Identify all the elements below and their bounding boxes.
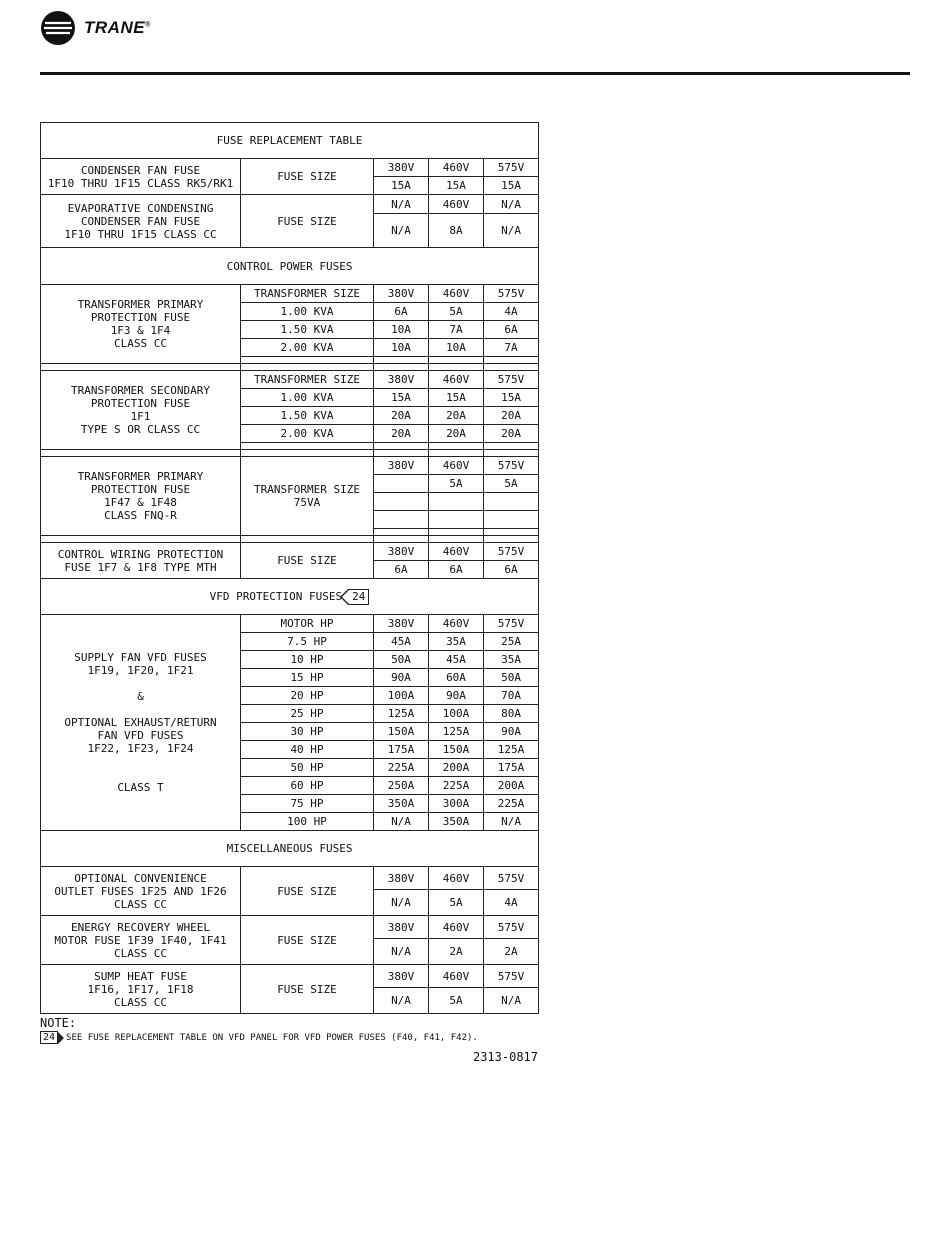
cell: 25A bbox=[484, 633, 539, 651]
cell: 200A bbox=[429, 759, 484, 777]
spacer bbox=[484, 450, 539, 457]
cell: 50 HP bbox=[241, 759, 374, 777]
cell: 4A bbox=[484, 890, 539, 916]
cell bbox=[374, 511, 429, 529]
cell: N/A bbox=[374, 195, 429, 214]
cell: 250A bbox=[374, 777, 429, 795]
cell: 20 HP bbox=[241, 687, 374, 705]
cell: 50A bbox=[484, 669, 539, 687]
cell: 4A bbox=[484, 303, 539, 321]
cell: 20A bbox=[429, 425, 484, 443]
cell: 575V bbox=[484, 543, 539, 561]
cell: 20A bbox=[484, 407, 539, 425]
cell: 460V bbox=[429, 195, 484, 214]
fuse-document bbox=[40, 122, 538, 1064]
cell: N/A bbox=[484, 195, 539, 214]
condenser-label: CONDENSER FAN FUSE 1F10 THRU 1F15 CLASS RK5/RK1 bbox=[41, 159, 241, 195]
spacer bbox=[374, 364, 429, 371]
fuse-table bbox=[40, 122, 539, 1014]
sump-label: SUMP HEAT FUSE 1F16, 1F17, 1F18 CLASS CC bbox=[41, 965, 241, 1014]
spacer bbox=[429, 357, 484, 364]
sump-col: FUSE SIZE bbox=[241, 965, 374, 1014]
note-title: NOTE: bbox=[40, 1016, 77, 1030]
cell: 380V bbox=[374, 965, 429, 988]
vfd-label: SUPPLY FAN VFD FUSES 1F19, 1F20, 1F21 & OPTIONAL EXHAUST/RETURN FAN VFD FUSES 1F22, 1F23, 1F24 CLASS T bbox=[41, 615, 241, 831]
misc-title: MISCELLANEOUS FUSES bbox=[41, 831, 539, 867]
cell: 100A bbox=[374, 687, 429, 705]
spacer bbox=[374, 529, 429, 536]
cell: N/A bbox=[374, 890, 429, 916]
revision-tag: 24 bbox=[348, 589, 369, 605]
vfd-title-cell bbox=[41, 579, 539, 615]
cell: 10A bbox=[374, 339, 429, 357]
cell: 6A bbox=[429, 561, 484, 579]
cell: 150A bbox=[374, 723, 429, 741]
cell: 460V bbox=[429, 285, 484, 303]
cell: 45A bbox=[374, 633, 429, 651]
cell: 7A bbox=[429, 321, 484, 339]
cell: 25 HP bbox=[241, 705, 374, 723]
cell: 7A bbox=[484, 339, 539, 357]
cell: 575V bbox=[484, 159, 539, 177]
outlet-col: FUSE SIZE bbox=[241, 867, 374, 916]
cell: 60 HP bbox=[241, 777, 374, 795]
cell: 6A bbox=[484, 561, 539, 579]
cell: 15A bbox=[484, 389, 539, 407]
cell: 70A bbox=[484, 687, 539, 705]
tp2-col: TRANSFORMER SIZE 75VA bbox=[241, 457, 374, 536]
cell: 20A bbox=[429, 407, 484, 425]
spacer bbox=[374, 536, 429, 543]
cell: 35A bbox=[484, 651, 539, 669]
spacer bbox=[374, 450, 429, 457]
spacer bbox=[429, 450, 484, 457]
cell: 2.00 KVA bbox=[241, 339, 374, 357]
cell: 15A bbox=[429, 177, 484, 195]
note-line bbox=[40, 1031, 538, 1044]
cw-col: FUSE SIZE bbox=[241, 543, 374, 579]
cell: 175A bbox=[484, 759, 539, 777]
spacer bbox=[241, 357, 374, 364]
drawing-code: 2313-0817 bbox=[472, 1050, 538, 1064]
cell: 35A bbox=[429, 633, 484, 651]
cell bbox=[484, 493, 539, 511]
table-title: FUSE REPLACEMENT TABLE bbox=[41, 123, 539, 159]
cell: 5A bbox=[429, 303, 484, 321]
cell: N/A bbox=[374, 214, 429, 248]
spacer bbox=[484, 536, 539, 543]
cell: MOTOR HP bbox=[241, 615, 374, 633]
header-rule bbox=[40, 72, 910, 75]
cell: 10A bbox=[429, 339, 484, 357]
cell: 225A bbox=[374, 759, 429, 777]
cell: 15 HP bbox=[241, 669, 374, 687]
cell: 20A bbox=[374, 407, 429, 425]
cell: 225A bbox=[429, 777, 484, 795]
cell: 75 HP bbox=[241, 795, 374, 813]
cell bbox=[429, 511, 484, 529]
trademark: ® bbox=[145, 21, 151, 29]
spacer bbox=[374, 357, 429, 364]
cell: 1.50 KVA bbox=[241, 321, 374, 339]
cell: N/A bbox=[484, 813, 539, 831]
cell: 15A bbox=[374, 389, 429, 407]
cell: 575V bbox=[484, 965, 539, 988]
cell: 15A bbox=[374, 177, 429, 195]
spacer bbox=[484, 364, 539, 371]
cell: 2A bbox=[429, 939, 484, 965]
cell: TRANSFORMER SIZE bbox=[241, 371, 374, 389]
cell: 460V bbox=[429, 457, 484, 475]
cell: 460V bbox=[429, 916, 484, 939]
spacer bbox=[484, 443, 539, 450]
cell bbox=[374, 493, 429, 511]
cell: 380V bbox=[374, 371, 429, 389]
cell: N/A bbox=[374, 813, 429, 831]
cell: 460V bbox=[429, 543, 484, 561]
cell: 460V bbox=[429, 867, 484, 890]
cell: 20A bbox=[374, 425, 429, 443]
cell: 125A bbox=[429, 723, 484, 741]
cell: 380V bbox=[374, 457, 429, 475]
cell: 1.00 KVA bbox=[241, 303, 374, 321]
cell: 5A bbox=[429, 890, 484, 916]
cell: 90A bbox=[484, 723, 539, 741]
cell: 175A bbox=[374, 741, 429, 759]
cell bbox=[429, 493, 484, 511]
cell: N/A bbox=[374, 939, 429, 965]
tp-label: TRANSFORMER PRIMARY PROTECTION FUSE 1F3 & 1F4 CLASS CC bbox=[41, 285, 241, 364]
cell: 5A bbox=[429, 475, 484, 493]
cell: 380V bbox=[374, 543, 429, 561]
cell: 575V bbox=[484, 285, 539, 303]
cell: 8A bbox=[429, 214, 484, 248]
cell: 7.5 HP bbox=[241, 633, 374, 651]
cell: 1.50 KVA bbox=[241, 407, 374, 425]
spacer bbox=[429, 443, 484, 450]
cell: 15A bbox=[484, 177, 539, 195]
cell: 15A bbox=[429, 389, 484, 407]
spacer bbox=[41, 364, 241, 371]
cell: 20A bbox=[484, 425, 539, 443]
cell: 460V bbox=[429, 615, 484, 633]
evap-label: EVAPORATIVE CONDENSING CONDENSER FAN FUSE 1F10 THRU 1F15 CLASS CC bbox=[41, 195, 241, 248]
cell: 1.00 KVA bbox=[241, 389, 374, 407]
cw-label: CONTROL WIRING PROTECTION FUSE 1F7 & 1F8 TYPE MTH bbox=[41, 543, 241, 579]
cell: 225A bbox=[484, 795, 539, 813]
cell: 575V bbox=[484, 371, 539, 389]
cell: 40 HP bbox=[241, 741, 374, 759]
cell: N/A bbox=[484, 988, 539, 1014]
ts-label: TRANSFORMER SECONDARY PROTECTION FUSE 1F1 TYPE S OR CLASS CC bbox=[41, 371, 241, 450]
note-text: SEE FUSE REPLACEMENT TABLE ON VFD PANEL FOR VFD POWER FUSES (F40, F41, F42). bbox=[66, 1032, 478, 1043]
cell: 460V bbox=[429, 159, 484, 177]
trane-logo-icon bbox=[40, 10, 76, 46]
cell: 2.00 KVA bbox=[241, 425, 374, 443]
condenser-col: FUSE SIZE bbox=[241, 159, 374, 195]
cell: 380V bbox=[374, 285, 429, 303]
cell: 2A bbox=[484, 939, 539, 965]
outlet-label: OPTIONAL CONVENIENCE OUTLET FUSES 1F25 AND 1F26 CLASS CC bbox=[41, 867, 241, 916]
cell: 90A bbox=[374, 669, 429, 687]
erw-label: ENERGY RECOVERY WHEEL MOTOR FUSE 1F39 1F40, 1F41 CLASS CC bbox=[41, 916, 241, 965]
spacer bbox=[374, 443, 429, 450]
cell: 10 HP bbox=[241, 651, 374, 669]
control-title: CONTROL POWER FUSES bbox=[41, 248, 539, 285]
erw-col: FUSE SIZE bbox=[241, 916, 374, 965]
spacer bbox=[241, 536, 374, 543]
spacer bbox=[484, 529, 539, 536]
spacer bbox=[41, 536, 241, 543]
cell: 80A bbox=[484, 705, 539, 723]
cell: 380V bbox=[374, 867, 429, 890]
cell: N/A bbox=[484, 214, 539, 248]
spacer bbox=[241, 443, 374, 450]
cell: 6A bbox=[374, 303, 429, 321]
cell: 30 HP bbox=[241, 723, 374, 741]
cell: 125A bbox=[484, 741, 539, 759]
cell: 380V bbox=[374, 615, 429, 633]
spacer bbox=[41, 450, 241, 457]
cell: 150A bbox=[429, 741, 484, 759]
cell: 5A bbox=[484, 475, 539, 493]
cell: 45A bbox=[429, 651, 484, 669]
cell: 60A bbox=[429, 669, 484, 687]
cell: TRANSFORMER SIZE bbox=[241, 285, 374, 303]
cell bbox=[484, 511, 539, 529]
cell: 380V bbox=[374, 916, 429, 939]
cell: N/A bbox=[374, 988, 429, 1014]
vfd-title: VFD PROTECTION FUSES bbox=[209, 589, 343, 603]
cell: 6A bbox=[374, 561, 429, 579]
cell: 575V bbox=[484, 916, 539, 939]
spacer bbox=[429, 364, 484, 371]
cell: 380V bbox=[374, 159, 429, 177]
cell: 575V bbox=[484, 615, 539, 633]
cell: 50A bbox=[374, 651, 429, 669]
cell: 200A bbox=[484, 777, 539, 795]
cell: 5A bbox=[429, 988, 484, 1014]
spacer bbox=[484, 357, 539, 364]
cell: 10A bbox=[374, 321, 429, 339]
trane-logo bbox=[40, 10, 151, 46]
cell: 350A bbox=[374, 795, 429, 813]
cell: 125A bbox=[374, 705, 429, 723]
spacer bbox=[241, 450, 374, 457]
cell: 575V bbox=[484, 457, 539, 475]
cell: 460V bbox=[429, 371, 484, 389]
cell: 6A bbox=[484, 321, 539, 339]
cell bbox=[374, 475, 429, 493]
brand-name: TRANE bbox=[84, 18, 146, 37]
cell: 575V bbox=[484, 867, 539, 890]
spacer bbox=[429, 536, 484, 543]
cell: 300A bbox=[429, 795, 484, 813]
cell: 350A bbox=[429, 813, 484, 831]
cell: 460V bbox=[429, 965, 484, 988]
cell: 90A bbox=[429, 687, 484, 705]
cell: 100 HP bbox=[241, 813, 374, 831]
cell: 100A bbox=[429, 705, 484, 723]
spacer bbox=[241, 364, 374, 371]
note-tag: 24 bbox=[40, 1031, 58, 1044]
evap-col: FUSE SIZE bbox=[241, 195, 374, 248]
spacer bbox=[429, 529, 484, 536]
tp2-label: TRANSFORMER PRIMARY PROTECTION FUSE 1F47 & 1F48 CLASS FNQ-R bbox=[41, 457, 241, 536]
